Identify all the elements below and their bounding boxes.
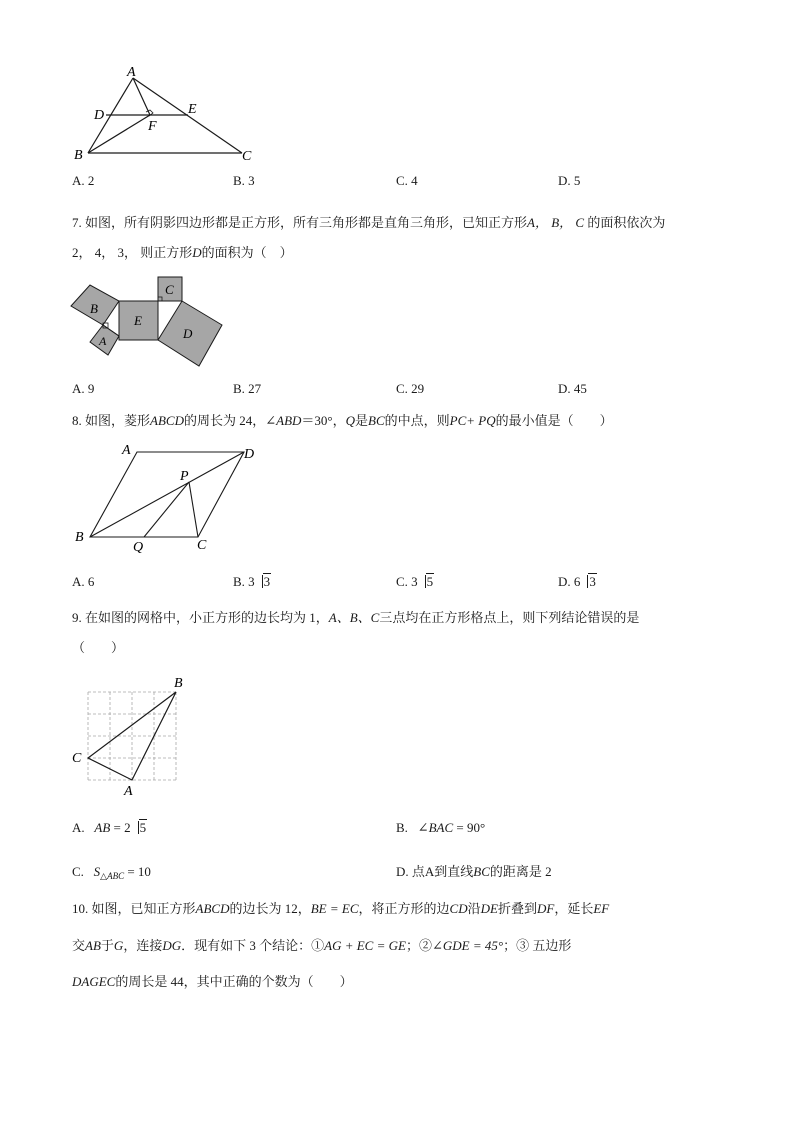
q8-stem-text: 的最小值是（ ）: [495, 413, 613, 428]
q9-stem-text: 9. 在如图的网格中，小正方形的边长均为 1，: [72, 610, 329, 625]
q6-option-d[interactable]: D. 5: [558, 173, 581, 188]
q9-option-a-eq: = 2: [110, 820, 131, 835]
q8-option-c-text: C. 3: [396, 574, 418, 589]
q7-label-A: A: [99, 334, 107, 348]
q9-option-c[interactable]: [72, 863, 151, 885]
q10-var: G: [113, 938, 124, 953]
q8-stem-var: Q: [345, 413, 355, 428]
q7-label-B: B: [90, 301, 98, 316]
q9-stem-text: 三点均在正方形格点上，则下列结论错误的是: [379, 610, 640, 625]
q6-label-E: E: [188, 102, 197, 117]
q6-option-a[interactable]: A. 2: [72, 173, 95, 188]
q10-text: ，将正方形的边: [358, 901, 450, 916]
q9-option-a[interactable]: [72, 819, 147, 837]
q8-stem-var: ABCD: [150, 413, 184, 428]
q10-var: ABCD: [195, 901, 230, 916]
q8-stem-text: 8. 如图，菱形: [72, 413, 151, 428]
q9-label-B: B: [174, 676, 183, 691]
q7-stem-text: 的面积依次为: [584, 215, 666, 230]
q8-option-b[interactable]: [233, 573, 271, 591]
q10-text: ．现有如下 3 个结论：①: [181, 938, 325, 953]
q9-option-d-text: 的距离是 2: [489, 864, 552, 879]
q6-label-F: F: [148, 119, 157, 134]
q8-stem-text: 是: [355, 413, 369, 428]
q8-stem-text: ＝30°，: [301, 413, 346, 428]
q7-stem-line2: [72, 244, 293, 262]
q7-option-c[interactable]: C. 29: [396, 381, 425, 396]
sqrt-symbol: [580, 573, 597, 591]
q7-stem-text: 的面积为（ ）: [201, 245, 293, 260]
q8-label-B: B: [75, 530, 84, 545]
q10-text: 10. 如图，已知正方形: [72, 901, 196, 916]
q9-option-b-eq: = 90°: [453, 820, 486, 835]
q9-option-d[interactable]: [396, 863, 552, 881]
q9-stem-var: A、B、C: [328, 610, 380, 625]
q10-var: ∠GDE = 45°: [431, 938, 504, 953]
q10-text: ，连接: [123, 938, 163, 953]
q7-option-a[interactable]: A. 9: [72, 381, 95, 396]
q10-var: DG: [162, 938, 182, 953]
q6-label-D: D: [94, 108, 105, 123]
q9-option-a-prefix: A.: [72, 820, 85, 835]
q10-var: AG + EC = GE: [324, 938, 406, 953]
q10-var: AB: [85, 938, 101, 953]
q6-label-B: B: [74, 148, 83, 163]
q10-text: ；③ 五边形: [503, 938, 572, 953]
q7-stem-vars: A， B， C: [527, 215, 585, 230]
q10-var: DAGEC: [72, 974, 116, 989]
q8-option-b-radicand: 3: [263, 574, 271, 589]
q9-stem-line1: [72, 609, 639, 627]
q6-option-c[interactable]: C. 4: [396, 173, 418, 188]
q10-text: ，延长: [554, 901, 594, 916]
q9-stem-line2: （ ）: [72, 640, 125, 655]
sqrt-symbol: [131, 819, 148, 837]
q9-option-b-prefix: B.: [396, 820, 408, 835]
q9-grid-figure: [66, 672, 196, 802]
q8-label-P: P: [180, 469, 189, 484]
q8-label-Q: Q: [133, 540, 144, 555]
q8-figure: [66, 438, 276, 558]
q9-option-d-var: BC: [473, 864, 490, 879]
q8-label-C: C: [197, 538, 207, 553]
q10-text: ；②: [405, 938, 432, 953]
q7-label-C: C: [165, 282, 174, 297]
q10-var: DE: [480, 901, 498, 916]
q10-text: 交: [72, 938, 86, 953]
q6-label-C: C: [242, 149, 252, 164]
q9-option-c-math: S: [93, 864, 101, 879]
q7-label-E: E: [134, 313, 142, 328]
q7-stem-var: D: [192, 245, 202, 260]
q9-option-c-subscript: △ABC: [100, 871, 125, 881]
q9-label-C: C: [72, 751, 82, 766]
q8-option-d[interactable]: [558, 573, 597, 591]
q8-label-A: A: [122, 443, 131, 458]
q7-stem-line1: [72, 214, 665, 232]
sqrt-symbol: [418, 573, 435, 591]
q8-stem-text: 的中点，则: [384, 413, 450, 428]
q10-var: CD: [449, 901, 468, 916]
q8-option-c[interactable]: [396, 573, 434, 591]
q8-option-a[interactable]: A. 6: [72, 574, 95, 589]
q6-figure: [66, 60, 266, 170]
q10-stem-line3: [72, 973, 353, 991]
q10-var: DF: [536, 901, 555, 916]
q8-option-d-text: D. 6: [558, 574, 581, 589]
q7-stem-text: 7. 如图，所有阴影四边形都是正方形，所有三角形都是直角三角形，已知正方形: [72, 215, 528, 230]
q9-option-d-text: D. 点A到直线: [396, 864, 474, 879]
q10-stem-line2: [72, 937, 571, 955]
q8-stem: [72, 412, 613, 430]
q9-option-a-radicand: 5: [139, 820, 147, 835]
q9-option-a-math: AB: [94, 820, 111, 835]
q6-label-A: A: [127, 65, 136, 80]
q9-option-b[interactable]: [396, 819, 485, 837]
q10-text: 的边长为 12，: [229, 901, 311, 916]
q9-option-c-prefix: C.: [72, 864, 84, 879]
q8-stem-var: ABD: [276, 413, 302, 428]
q10-var: EF: [593, 901, 610, 916]
q10-stem-line1: [72, 900, 609, 918]
q8-stem-var: PC+ PQ: [449, 413, 496, 428]
q7-figure: [66, 272, 236, 372]
q10-text: 的周长是 44，其中正确的个数为（ ）: [115, 974, 353, 989]
q8-option-b-text: B. 3: [233, 574, 255, 589]
q7-option-b[interactable]: B. 27: [233, 381, 262, 396]
q9-option-b-math: ∠BAC: [417, 820, 454, 835]
q10-var: BE = EC: [310, 901, 359, 916]
sqrt-symbol: [255, 573, 272, 591]
q10-text: 沿: [467, 901, 481, 916]
q9-option-c-eq: = 10: [124, 864, 151, 879]
q8-stem-var: BC: [368, 413, 385, 428]
q8-option-d-radicand: 3: [589, 574, 596, 589]
q7-label-D: D: [183, 326, 193, 341]
q8-option-c-radicand: 5: [426, 574, 434, 589]
q7-stem-text: 2， 4， 3， 则正方形: [72, 245, 193, 260]
q8-label-D: D: [244, 447, 255, 462]
q9-label-A: A: [124, 784, 133, 799]
q10-text: 于: [100, 938, 114, 953]
q10-text: 折叠到: [497, 901, 537, 916]
q8-stem-text: 的周长为 24，∠: [183, 413, 277, 428]
q6-option-b[interactable]: B. 3: [233, 173, 255, 188]
q7-option-d[interactable]: D. 45: [558, 381, 587, 396]
